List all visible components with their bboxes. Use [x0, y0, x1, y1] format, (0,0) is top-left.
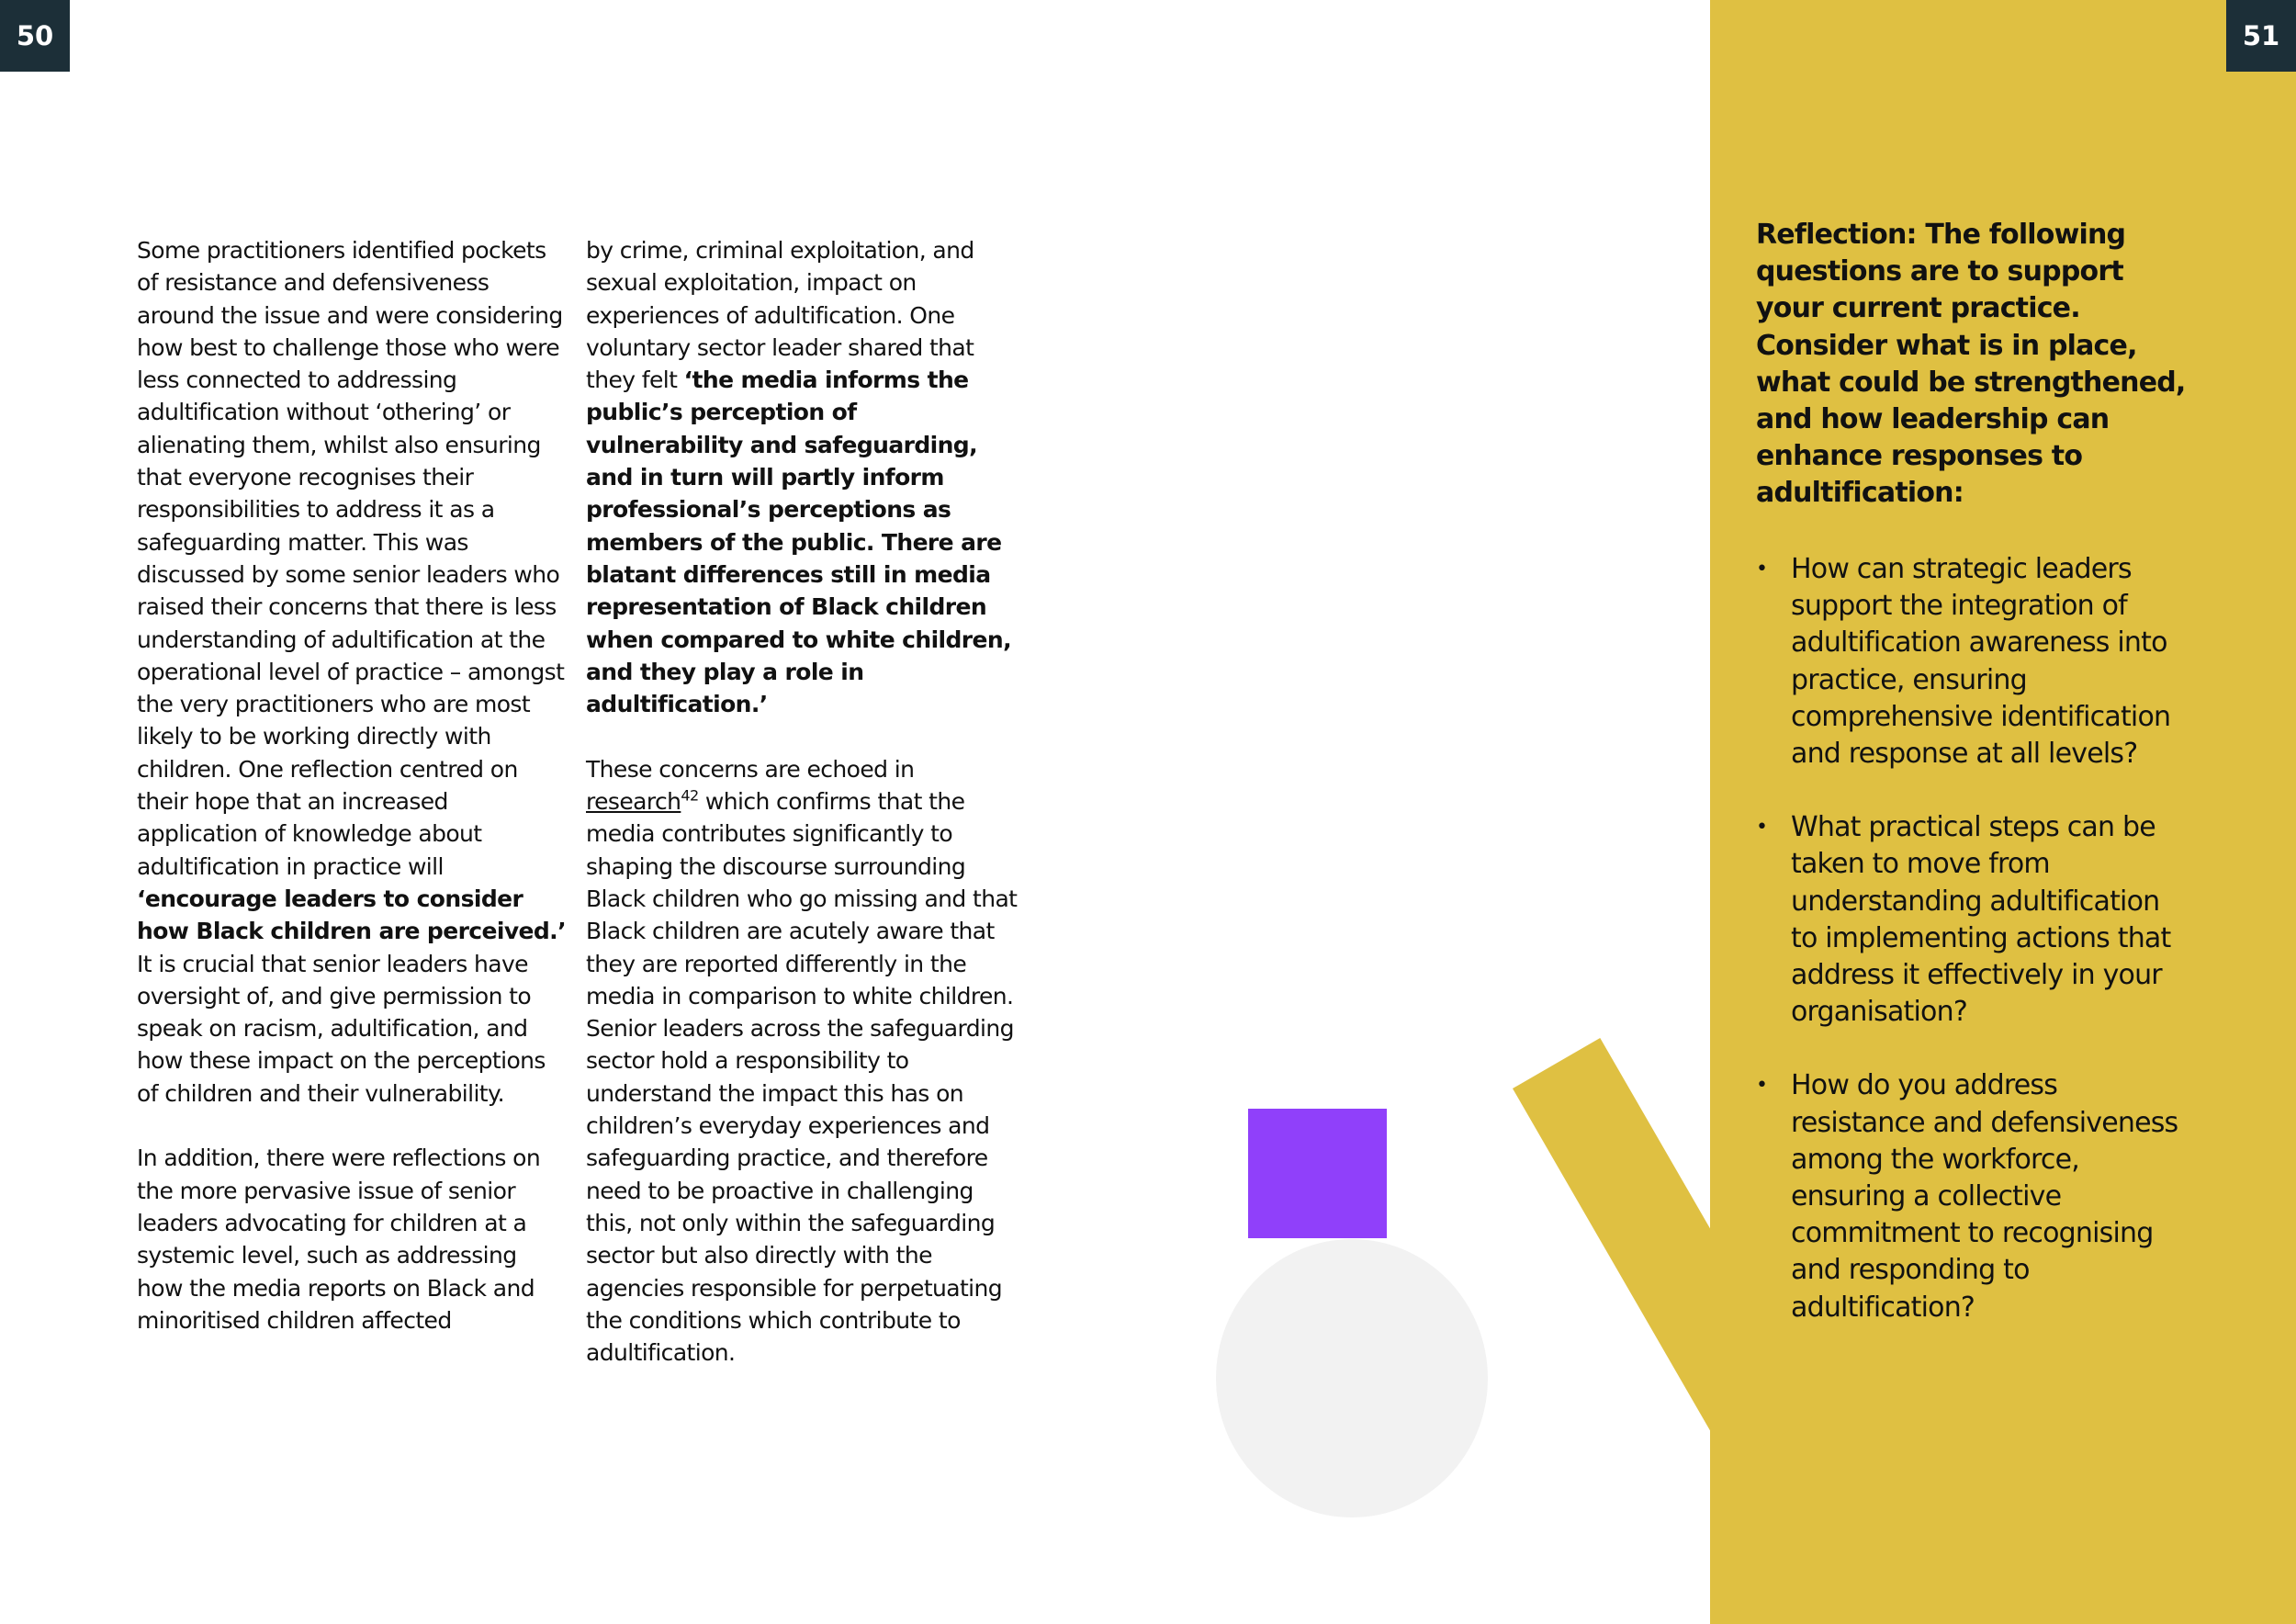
quote-text: ‘the media informs the public’s perception of vulnerability and safeguarding, and in turn will partly inform professional’s perceptions as members of the public. There are blatant differences still in media representation of Black children when compared to white children, and they play a role in adultification.’: [586, 367, 1011, 718]
page-number-left: 50: [0, 0, 70, 72]
research-link[interactable]: research: [586, 788, 681, 816]
body-text: It is crucial that senior leaders have oversight of, and give permission to speak on racism, adultification, and how these impact on the perceptions of children and their vulnerability.: [137, 950, 546, 1107]
reflection-questions: [1756, 551, 2188, 1363]
body-text: Some practitioners identified pockets of resistance and defensiveness around the issue and were considering how best to challenge those who were less connected to addressing adultification without ‘othering’ or alienating them, whilst also ensuring that everyone recognises their responsibilities to address it as a safeguarding matter. This was discussed by some senior leaders who raised their concerns that there is less understanding of adultification at the operational level of practice – amongst the very practitioners who are most likely to be working directly with children. One reflection centred on their hope that an increased application of knowledge about adultification in practice will: [137, 237, 565, 880]
decorative-grey-circle: [1216, 1239, 1488, 1517]
body-text: which confirms that the media contributes significantly to shaping the discourse surrounding Black children who go missing and that Black children are acutely aware that they are reported differently in the media in comparison to white children. Senior leaders across the safeguarding sector hold a responsibility to understand the impact this has on children’s everyday experiences and safeguarding practice, and therefore need to be proactive in challenging this, not only within the safeguarding sector but also directly with the agencies responsible for perpetuating the conditions which contribute to adultification.: [586, 788, 1018, 1367]
page-number-right: 51: [2226, 0, 2296, 72]
question-item: • What practical steps can be taken to move from understanding adultification to implementing actions that address it effectively in your organisation?: [1756, 809, 2188, 1031]
decorative-purple-square: [1248, 1109, 1387, 1238]
question-item: • How do you address resistance and defensiveness among the workforce, ensuring a collective commitment to recognising and responding to adultification?: [1756, 1067, 2188, 1325]
body-text: These concerns are echoed in: [586, 755, 915, 783]
reflection-heading: Reflection: The following questions are to support your current practice. Consider what is in place, what could be strengthened, and how leadership can enhance responses to adultification:: [1756, 219, 2186, 510]
question-item: • How can strategic leaders support the integration of adultification awareness into practice, ensuring comprehensive identification and response at all levels?: [1756, 551, 2188, 773]
text-column-right: [586, 234, 1018, 1369]
text-column-left: [137, 234, 568, 1336]
quote-text: ‘encourage leaders to consider how Black children are perceived.’: [137, 885, 566, 945]
paragraph: [137, 234, 568, 1110]
paragraph: [586, 753, 1018, 1370]
body-text: by crime, criminal exploitation, and sexual exploitation, impact on experiences of adultification. One voluntary sector leader shared that they felt: [586, 237, 974, 394]
footnote-ref: 42: [681, 786, 699, 805]
body-text: In addition, there were reflections on the more pervasive issue of senior leaders advocating for children at a systemic level, such as addressing how the media reports on Black and minoritised children affected: [137, 1145, 541, 1334]
paragraph: [137, 1142, 568, 1336]
paragraph: [586, 234, 1018, 720]
